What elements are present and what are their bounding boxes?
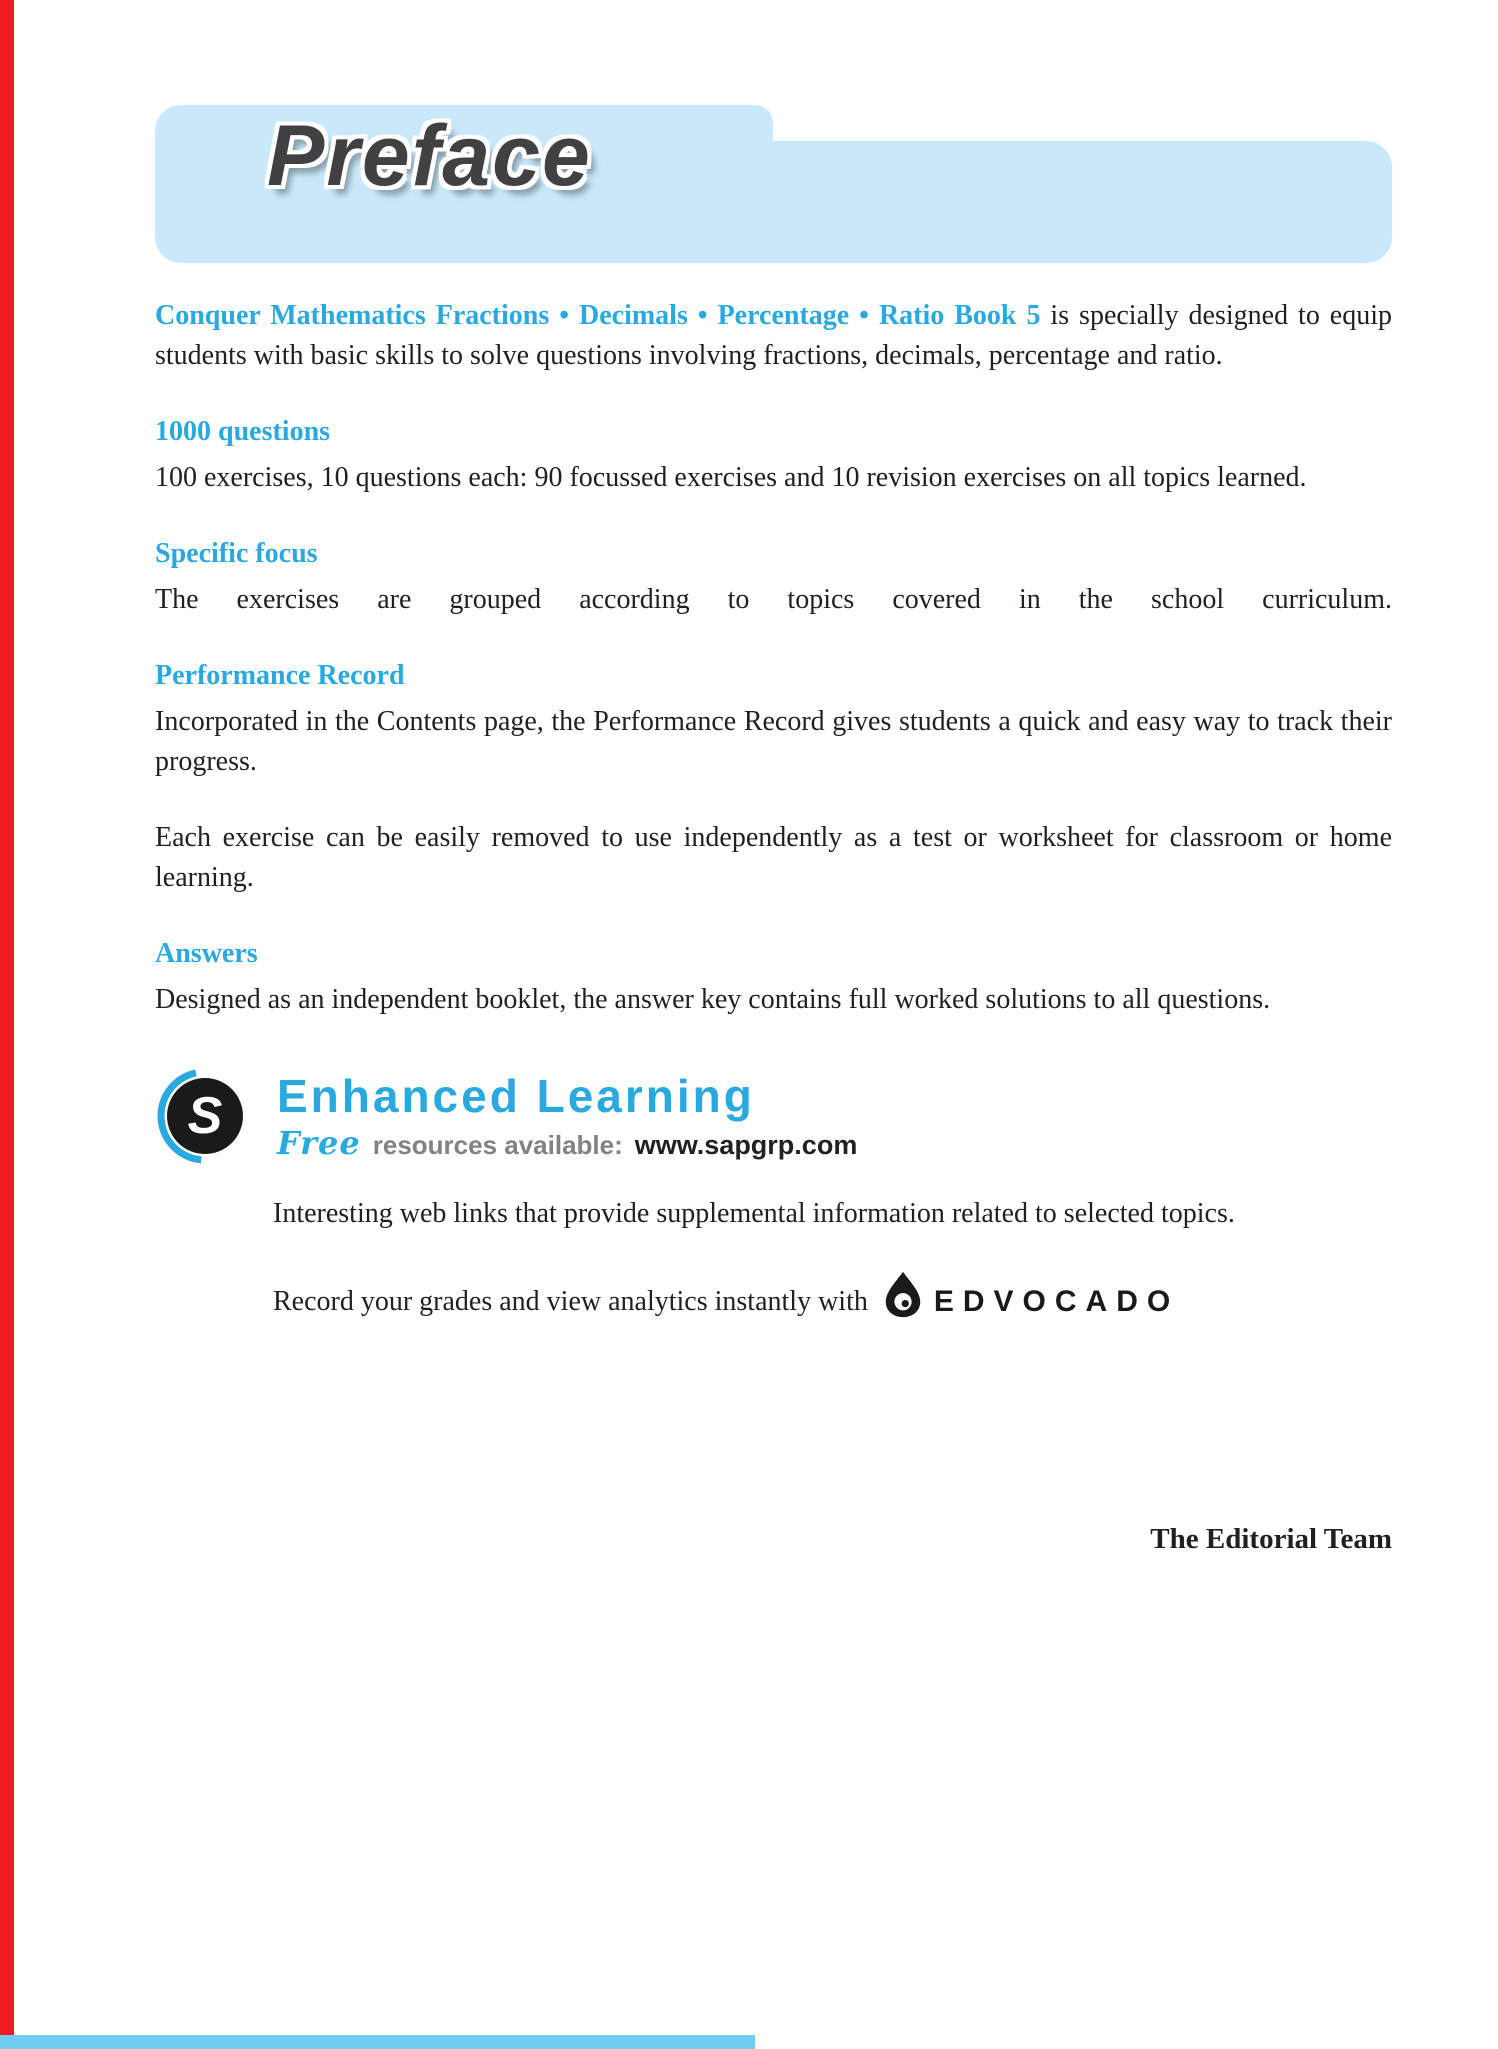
record-grades-line [273,1270,1392,1333]
svg-text:S: S [187,1087,223,1145]
enhanced-learning-subtitle [277,1124,857,1162]
enhanced-learning-globe-icon [155,1068,255,1168]
section-heading-1000-questions: 1000 questions [155,416,331,447]
enhanced-learning-texts [277,1068,857,1162]
section-heading-performance-record: Performance Record [155,660,405,691]
edvocado-logo [882,1270,1179,1333]
bottom-blue-edge-bar [0,2035,755,2049]
page-title: Preface [267,108,592,204]
edvocado-avocado-icon [882,1270,924,1333]
resources-available-label: resources available: [372,1130,623,1160]
removable-exercise-paragraph: Each exercise can be easily removed to use independently as a test or worksheet for classroom or home learning. [155,822,1392,893]
preface-banner [155,105,1392,263]
sapgrp-url-text: www.sapgrp.com [634,1130,858,1160]
section-body-answers: Designed as an independent booklet, the answer key contains full worked solutions to all questions. [155,984,1271,1015]
free-label: Free [277,1124,361,1162]
section-body-performance-record: Incorporated in the Contents page, the Performance Record gives students a quick and easy way to track their progress. [155,706,1392,777]
intro-rest-text: is specially designed to equip students with basic skills to solve questions involving fractions, decimals, percentage and ratio. [155,300,1392,371]
left-red-edge-bar [0,0,14,2049]
web-links-description: Interesting web links that provide supplemental information related to selected topics. [273,1198,1235,1229]
edvocado-wordmark: EDVOCADO [933,1284,1180,1318]
banner-body-shape [455,141,1392,263]
section-heading-specific-focus: Specific focus [155,538,318,569]
book-title-text: Conquer Mathematics Fractions • Decimals • Percentage • Ratio Book 5 [155,300,1041,331]
section-heading-answers: Answers [155,938,258,969]
section-body-specific-focus: The exercises are grouped according to topics covered in the school curriculum. [155,584,1392,615]
editorial-team-signature: The Editorial Team [1150,1523,1392,1555]
section-body-1000-questions: 100 exercises, 10 questions each: 90 focussed exercises and 10 revision exercises on all topics learned. [155,462,1307,493]
enhanced-learning-block [155,1068,1392,1168]
record-grades-text: Record your grades and view analytics instantly with [273,1285,868,1317]
enhanced-learning-title: Enhanced Learning [277,1070,755,1122]
content-column [155,296,1392,1556]
intro-paragraph [155,296,1392,376]
